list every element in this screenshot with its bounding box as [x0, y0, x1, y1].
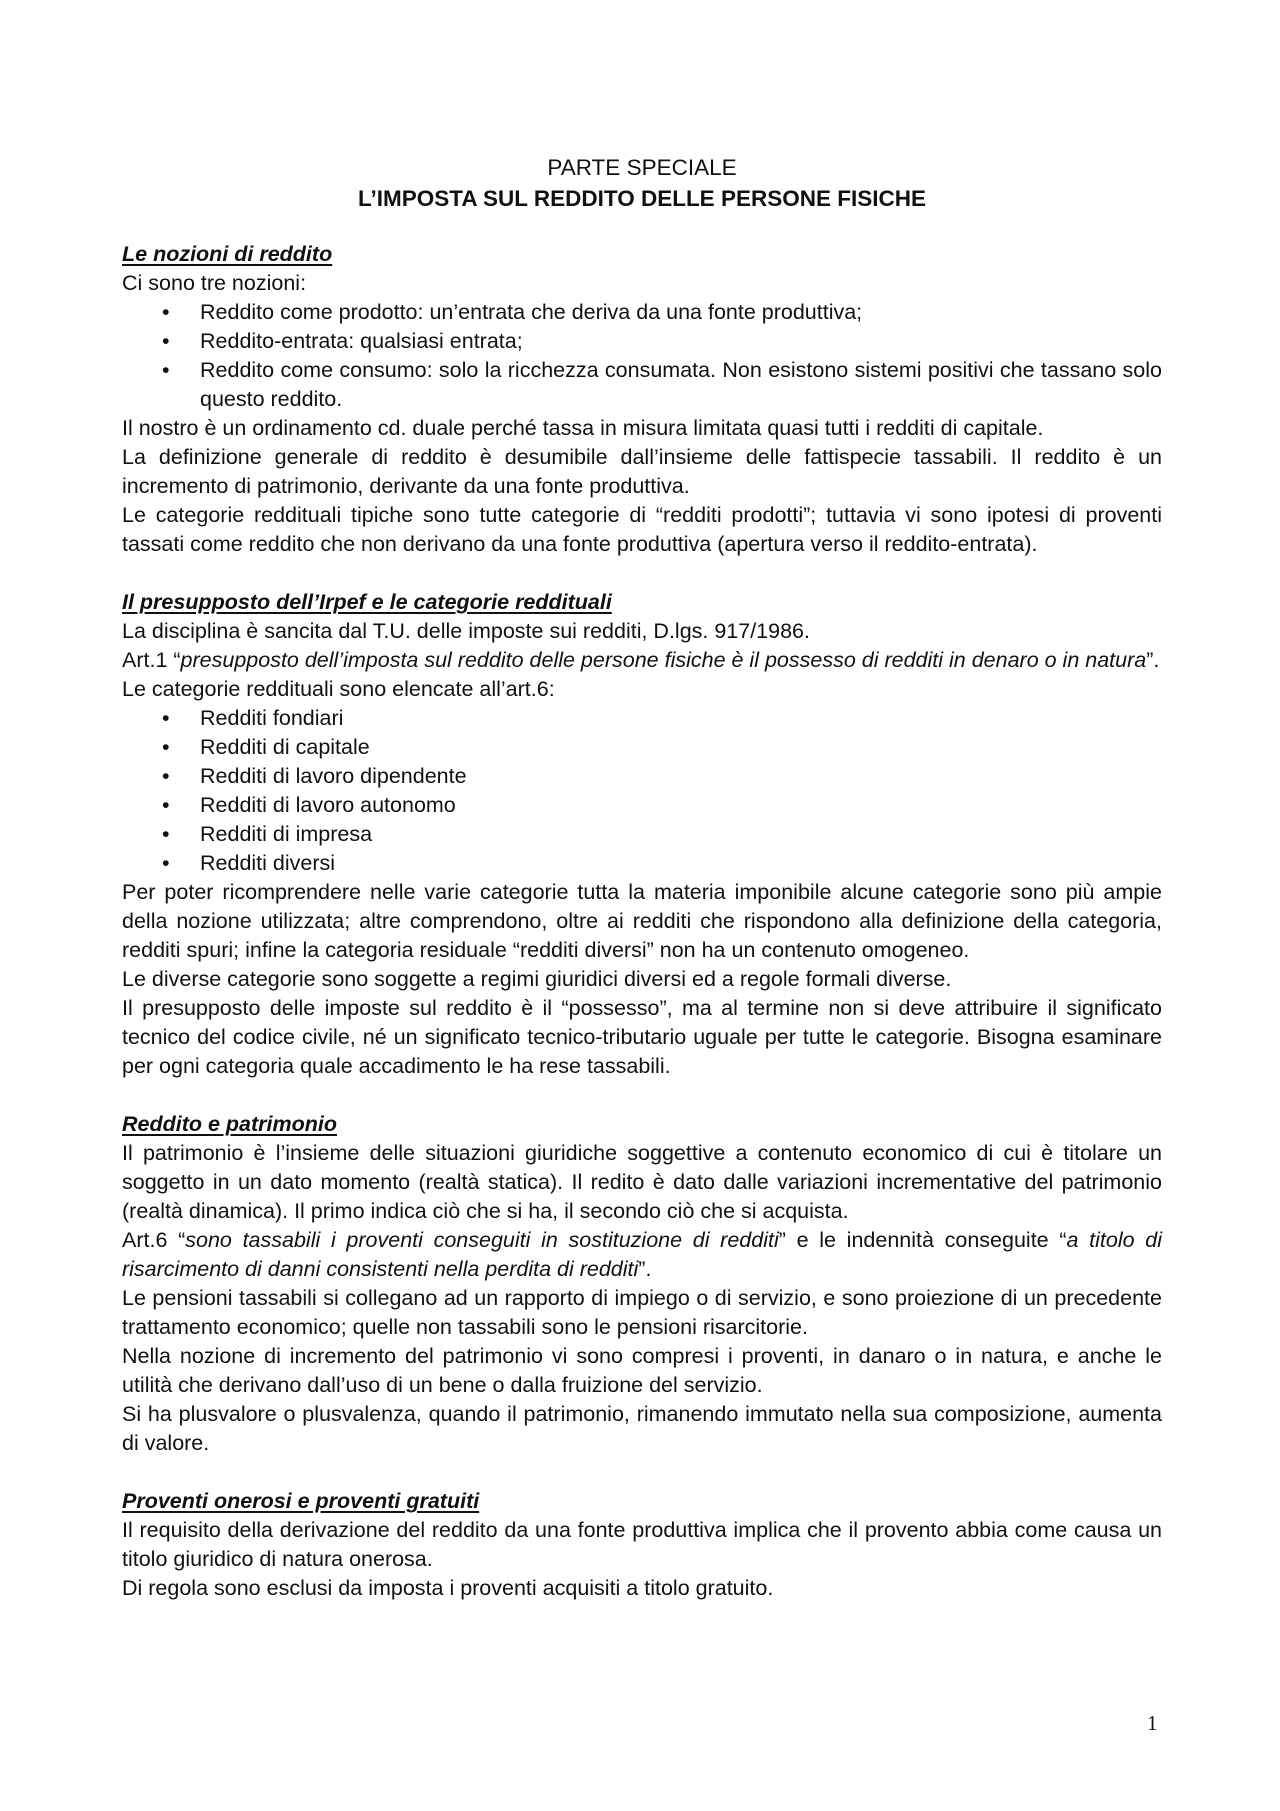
page-title-line1: PARTE SPECIALE [547, 155, 737, 180]
paragraph: Il patrimonio è l’insieme delle situazioni giuridiche soggettive a contenuto economico di cui è titolare un soggetto in un dato momento (realtà statica). Il redito è dato dalle variazioni incrementative del patrimonio (realtà dinamica). Il primo indica ciò che si ha, il secondo ciò che si acquista. [122, 1141, 1162, 1223]
section-nozioni-di-reddito [122, 240, 1162, 559]
page-number: 1 [1147, 1711, 1158, 1735]
list-item: • Redditi di capitale [122, 733, 1162, 762]
bullet-list [122, 704, 1162, 878]
paragraph: Si ha plusvalore o plusvalenza, quando il patrimonio, rimanendo immutato nella sua composizione, aumenta di valore. [122, 1402, 1162, 1455]
list-item: • Redditi di lavoro dipendente [122, 762, 1162, 791]
bullet-icon: • [162, 851, 170, 875]
section-heading: Le nozioni di reddito [122, 242, 333, 266]
paragraph: Per poter ricomprendere nelle varie categorie tutta la materia imponibile alcune categorie sono più ampie della nozione utilizzata; altre comprendono, oltre ai redditi che rispondono alla definizione della categoria, redditi spuri; infine la categoria residuale “redditi diversi” non ha un contenuto omogeneo. [122, 880, 1162, 962]
section-heading: Il presupposto dell’Irpef e le categorie reddituali [122, 590, 612, 614]
paragraph: La disciplina è sancita dal T.U. delle imposte sui redditi, D.lgs. 917/1986. [122, 619, 810, 643]
section-heading: Reddito e patrimonio [122, 1112, 337, 1136]
paragraph: Di regola sono esclusi da imposta i proventi acquisiti a titolo gratuito. [122, 1576, 774, 1600]
section-heading: Proventi onerosi e proventi gratuiti [122, 1489, 480, 1513]
bullet-icon: • [162, 358, 170, 382]
list-item: • Redditi di impresa [122, 820, 1162, 849]
bullet-icon: • [162, 735, 170, 759]
article-quote-paragraph: Art.6 “sono tassabili i proventi conseguiti in sostituzione di redditi” e le indennità conseguite “a titolo di risarcimento di danni consistenti nella perdita di redditi”. [122, 1228, 1162, 1281]
paragraph: Le diverse categorie sono soggette a regimi giuridici diversi ed a regole formali diverse. [122, 967, 952, 991]
page-content [122, 152, 1162, 1632]
list-item: • Redditi fondiari [122, 704, 1162, 733]
paragraph: Le categorie reddituali sono elencate all’art.6: [122, 677, 555, 701]
list-item: • Reddito come consumo: solo la ricchezza consumata. Non esistono sistemi positivi che tassano solo questo reddito. [162, 358, 1162, 411]
bullet-list [122, 298, 1162, 414]
article-quote-paragraph: Art.1 “presupposto dell’imposta sul reddito delle persone fisiche è il possesso di redditi in denaro o in natura”. [122, 648, 1160, 672]
quoted-text: presupposto dell’imposta sul reddito delle persone fisiche è il possesso di redditi in denaro o in natura [180, 648, 1147, 672]
section-presupposto-irpef [122, 588, 1162, 1081]
paragraph: Le pensioni tassabili si collegano ad un rapporto di impiego o di servizio, e sono proiezione di un precedente trattamento economico; quelle non tassabili sono le pensioni risarcitorie. [122, 1286, 1162, 1339]
bullet-icon: • [162, 706, 170, 730]
section-intro: Ci sono tre nozioni: [122, 271, 307, 295]
paragraph: Il presupposto delle imposte sul reddito è il “possesso”, ma al termine non si deve attribuire il significato tecnico del codice civile, né un significato tecnico-tributario uguale per tutte le categorie. Bisogna esaminare per ogni categoria quale accadimento le ha rese tassabili. [122, 996, 1162, 1078]
list-item: • Redditi diversi [122, 849, 1162, 878]
bullet-icon: • [162, 822, 170, 846]
quoted-text: a titolo di risarcimento di danni consistenti nella perdita di redditi [122, 1228, 1162, 1281]
paragraph: Nella nozione di incremento del patrimonio vi sono compresi i proventi, in danaro o in natura, e anche le utilità che derivano dall’uso di un bene o dalla fruizione del servizio. [122, 1344, 1162, 1397]
paragraph: Le categorie reddituali tipiche sono tutte categorie di “redditi prodotti”; tuttavia vi sono ipotesi di proventi tassati come reddito che non derivano da una fonte produttiva (apertura verso il reddito-entrata). [122, 503, 1162, 556]
bullet-icon: • [162, 793, 170, 817]
section-proventi-onerosi-gratuiti [122, 1487, 1162, 1603]
list-item: • Reddito come prodotto: un’entrata che deriva da una fonte produttiva; [122, 298, 1162, 327]
paragraph: La definizione generale di reddito è desumibile dall’insieme delle fattispecie tassabili. Il reddito è un incremento di patrimonio, derivante da una fonte produttiva. [122, 445, 1162, 498]
bullet-icon: • [162, 764, 170, 788]
section-reddito-e-patrimonio [122, 1110, 1162, 1458]
list-item: • Reddito-entrata: qualsiasi entrata; [122, 327, 1162, 356]
list-item: • Redditi di lavoro autonomo [122, 791, 1162, 820]
paragraph: Il nostro è un ordinamento cd. duale perché tassa in misura limitata quasi tutti i redditi di capitale. [122, 416, 1044, 440]
bullet-icon: • [162, 300, 170, 324]
quoted-text: sono tassabili i proventi conseguiti in sostituzione di redditi [185, 1228, 779, 1252]
bullet-icon: • [162, 329, 170, 353]
page-title-line2: L’IMPOSTA SUL REDDITO DELLE PERSONE FISICHE [358, 186, 926, 211]
paragraph: Il requisito della derivazione del reddito da una fonte produttiva implica che il provento abbia come causa un titolo giuridico di natura onerosa. [122, 1518, 1162, 1571]
